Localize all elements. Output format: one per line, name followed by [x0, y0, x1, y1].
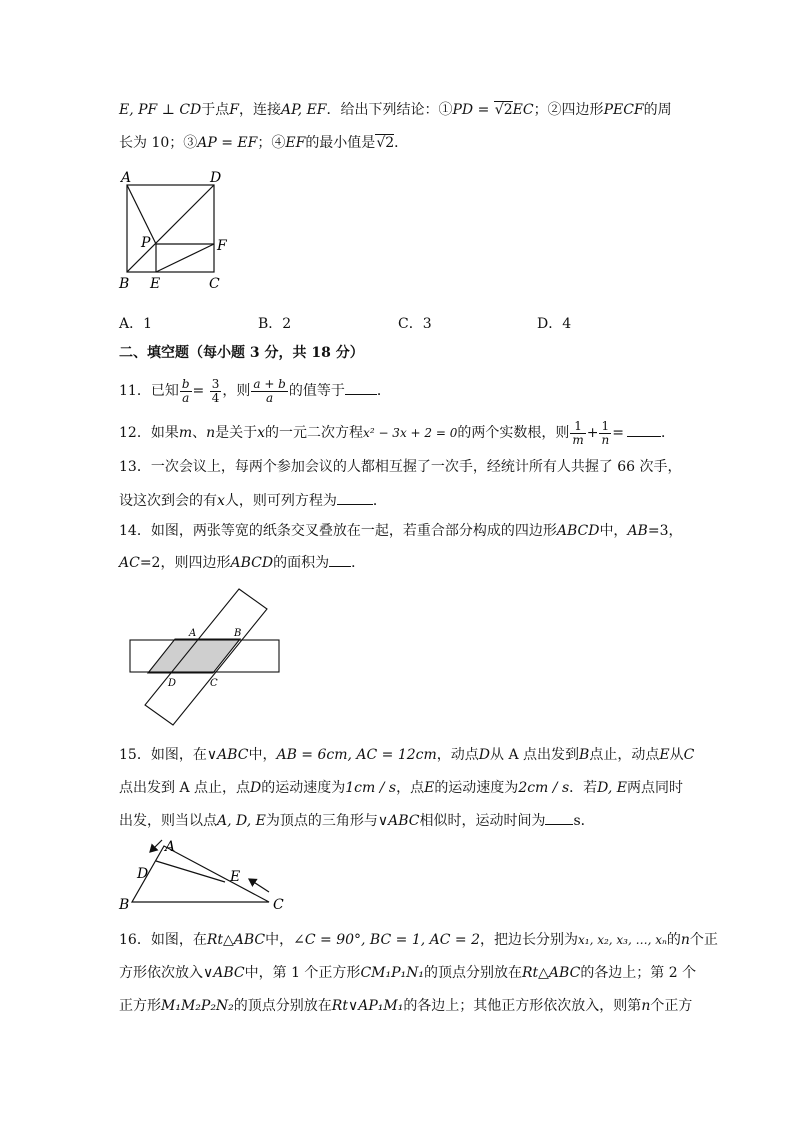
- q16-math: M₁M₂P₂N₂: [161, 998, 234, 1014]
- q11-text: ．: [376, 383, 391, 399]
- q16-text: 的顶点分别放在: [233, 998, 332, 1014]
- q10-option-b[interactable]: B．2: [258, 316, 292, 332]
- q16-math: CM₁P₁N₁: [360, 965, 424, 981]
- q16-line-3: [119, 996, 692, 1016]
- q12-text: 是关于: [215, 425, 258, 441]
- q10-math: EC: [512, 102, 534, 118]
- q12-answer-blank[interactable]: [627, 422, 661, 437]
- q15-label-d: D: [137, 866, 149, 882]
- q16-math: n: [641, 998, 651, 1014]
- q12-text: 的两个实数根，则: [457, 425, 570, 441]
- q10-math: PECF: [603, 102, 644, 118]
- q16-math: Rt△ABC: [206, 932, 266, 948]
- q10-label-c: C: [209, 276, 220, 292]
- q12-text: 的一元二次方程: [265, 425, 364, 441]
- q16-text: 正方形: [119, 998, 161, 1014]
- q15-label-c: C: [273, 897, 284, 913]
- q10-math: E, PF ⊥ CD: [119, 102, 202, 118]
- q10-text: ．: [394, 135, 409, 151]
- q11-text: 的值等于: [288, 383, 345, 399]
- q16-math: Rt∨AP₁M₁: [331, 998, 404, 1014]
- q16-text: 16．如图，在: [119, 932, 207, 948]
- q14-label-b: B: [234, 628, 242, 639]
- q15-math: D: [478, 747, 491, 763]
- q14-line-2: [119, 552, 365, 573]
- q15-text: s．: [573, 813, 595, 829]
- q14-text: =2，则四边形: [139, 555, 231, 571]
- q14-text: ．: [351, 555, 366, 571]
- q13-line-2: [119, 490, 387, 511]
- q15-text: ．若: [569, 780, 598, 796]
- q15-text: 点止，动点: [589, 747, 660, 763]
- q10-text: ；②四边形: [533, 102, 604, 118]
- q16-text: 中，第 1 个正方形: [244, 965, 361, 981]
- q14-text: =3，: [647, 523, 683, 539]
- q16-text: 的顶点分别放在: [424, 965, 522, 981]
- q14-strips-figure: [120, 585, 290, 730]
- q16-line-2: [119, 963, 696, 983]
- q15-text: 从: [669, 747, 684, 763]
- q16-text: 的各边上；其他正方形依次放入，则第: [403, 998, 642, 1014]
- q15-text: 点出发到 A 点止，点: [119, 780, 251, 796]
- q15-label-b: B: [119, 897, 130, 913]
- q12-math: n: [206, 425, 216, 441]
- q15-line-3: [119, 810, 595, 831]
- q14-math: AB: [627, 523, 648, 539]
- q16-text: ，把边长分别为: [480, 932, 578, 948]
- q16-math: x₁, x₂, x₃, …, xₙ: [578, 933, 667, 947]
- q15-text: 为顶点的三角形与: [265, 813, 378, 829]
- q13-text: ．: [372, 493, 387, 509]
- q10-text: 的最小值是: [305, 135, 376, 151]
- q11-text: =: [192, 383, 209, 399]
- q10-text: 于点: [201, 102, 230, 118]
- q11-fraction: $\frac{a + b}{a}$: [253, 376, 286, 405]
- q10-text: 长为 10；③: [119, 135, 198, 151]
- q15-text: 相似时，运动时间为: [419, 813, 546, 829]
- q12-text: +: [586, 425, 599, 441]
- q16-text: 的: [666, 932, 681, 948]
- q10-option-d[interactable]: D．4: [537, 316, 572, 332]
- q13-math: x: [217, 493, 225, 509]
- q10-line-1: [119, 100, 672, 120]
- q15-text: 的运动速度为: [261, 780, 346, 796]
- q15-text: ，点: [396, 780, 425, 796]
- q14-text: 中，: [599, 523, 628, 539]
- q15-math: 1cm / s: [345, 780, 397, 796]
- q15-text: 的运动速度为: [434, 780, 519, 796]
- q15-label-e: E: [230, 869, 241, 885]
- q15-text: 中，: [248, 747, 277, 763]
- q13-answer-blank[interactable]: [337, 490, 373, 505]
- q12-fraction: $\frac{1}{m}$: [572, 418, 584, 447]
- q13-text: 人，则可列方程为: [224, 493, 337, 509]
- q14-math: AC: [119, 555, 140, 571]
- q16-math: ∠C = 90°, BC = 1, AC = 2: [293, 932, 480, 948]
- q15-math: D, E: [597, 780, 627, 796]
- q14-text: 的面积为: [273, 555, 330, 571]
- q10-math: EF: [285, 135, 306, 151]
- q14-line-1: [119, 521, 682, 541]
- q10-square-figure: [110, 165, 245, 295]
- q10-text: ，连接: [238, 102, 281, 118]
- q10-math: PD =: [452, 102, 494, 118]
- q10-label-d: D: [210, 170, 222, 186]
- q12-math: m: [178, 425, 193, 441]
- q16-text: 个正方: [650, 998, 693, 1014]
- q15-math: ∨ABC: [206, 747, 249, 763]
- q10-sqrt: √2: [376, 135, 395, 151]
- q11-text: ，则: [222, 383, 251, 399]
- q10-label-a: A: [121, 170, 132, 186]
- q10-label-p: P: [141, 235, 151, 251]
- q16-math: n: [680, 932, 690, 948]
- q15-text: 15．如图，在: [119, 747, 207, 763]
- q10-option-c[interactable]: C．3: [398, 316, 432, 332]
- q15-label-a: A: [165, 839, 176, 855]
- q16-text: 方形依次放入: [119, 965, 203, 981]
- q10-option-a[interactable]: A．1: [119, 316, 153, 332]
- q11-line: [119, 376, 391, 406]
- q12-text: ．: [660, 425, 675, 441]
- q12-text: 12．如果: [119, 425, 179, 441]
- q15-text: 从 A 点出发到: [490, 747, 580, 763]
- q16-line-1: [119, 930, 718, 950]
- q16-math: ∨ABC: [203, 965, 245, 981]
- q12-text: 、: [192, 425, 207, 441]
- q15-math: 2cm / s: [518, 780, 570, 796]
- q15-text: ，动点: [436, 747, 479, 763]
- q10-label-e: E: [150, 276, 161, 292]
- q12-fraction: $\frac{1}{n}$: [601, 418, 610, 447]
- q14-math: ABCD: [230, 555, 274, 571]
- q15-math: B: [579, 747, 590, 763]
- q11-fraction: $\frac{b}{a}$: [181, 376, 190, 405]
- q10-math: AP, EF: [280, 102, 327, 118]
- q14-label-c: C: [210, 678, 218, 689]
- q10-math: AP = EF: [197, 135, 258, 151]
- q15-math: E: [424, 780, 435, 796]
- q14-text: 14．如图，两张等宽的纸条交叉叠放在一起，若重合部分构成的四边形: [119, 523, 557, 539]
- q10-label-f: F: [217, 238, 227, 254]
- q15-math: AB = 6cm, AC = 12cm: [276, 747, 437, 763]
- q12-text: =: [612, 425, 624, 441]
- q12-equation: x² − 3x + 2 = 0: [363, 426, 458, 440]
- q16-text: 的各边上；第 2 个: [580, 965, 697, 981]
- q15-triangle-figure: [112, 836, 292, 914]
- q13-text: 设这次到会的有: [119, 493, 217, 509]
- q16-text: 个正: [689, 932, 718, 948]
- q10-text: ；④: [257, 135, 286, 151]
- q16-math: Rt△ABC: [522, 965, 581, 981]
- q14-label-a: A: [189, 628, 197, 639]
- q15-line-2: [119, 778, 683, 798]
- q15-text: 出发，则当以点: [119, 813, 217, 829]
- q10-label-b: B: [119, 276, 130, 292]
- q10-sqrt: √2: [494, 102, 513, 118]
- q15-math: A, D, E: [217, 813, 266, 829]
- q11-fraction: $\frac{3}{4}$: [211, 376, 220, 405]
- q15-line-1: [119, 745, 694, 765]
- q12-math: x: [257, 425, 266, 441]
- q10-text: ．给出下列结论：①: [326, 102, 453, 118]
- q10-line-2: [119, 133, 408, 153]
- q14-math: ABCD: [556, 523, 600, 539]
- q15-math: ∨ABC: [377, 813, 420, 829]
- q14-label-d: D: [168, 678, 177, 689]
- q15-answer-blank[interactable]: [545, 810, 573, 825]
- q11-text: 11．已知: [119, 383, 179, 399]
- section-title: 二、填空题（每小题 3 分，共 18 分）: [119, 345, 364, 361]
- q15-math: E: [659, 747, 670, 763]
- q10-math: F: [229, 102, 239, 118]
- q12-line: [119, 418, 675, 448]
- q10-text: 的周: [643, 102, 672, 118]
- q15-text: 两点同时: [627, 780, 683, 796]
- q15-math: C: [683, 747, 695, 763]
- q16-text: 中，: [265, 932, 294, 948]
- q13-line-1: 13．一次会议上，每两个参加会议的人都相互握了一次手，经统计所有人共握了 66 次手，: [119, 459, 682, 475]
- q11-answer-blank[interactable]: [345, 380, 377, 395]
- q14-answer-blank[interactable]: [329, 552, 351, 567]
- q15-math: D: [250, 780, 262, 796]
